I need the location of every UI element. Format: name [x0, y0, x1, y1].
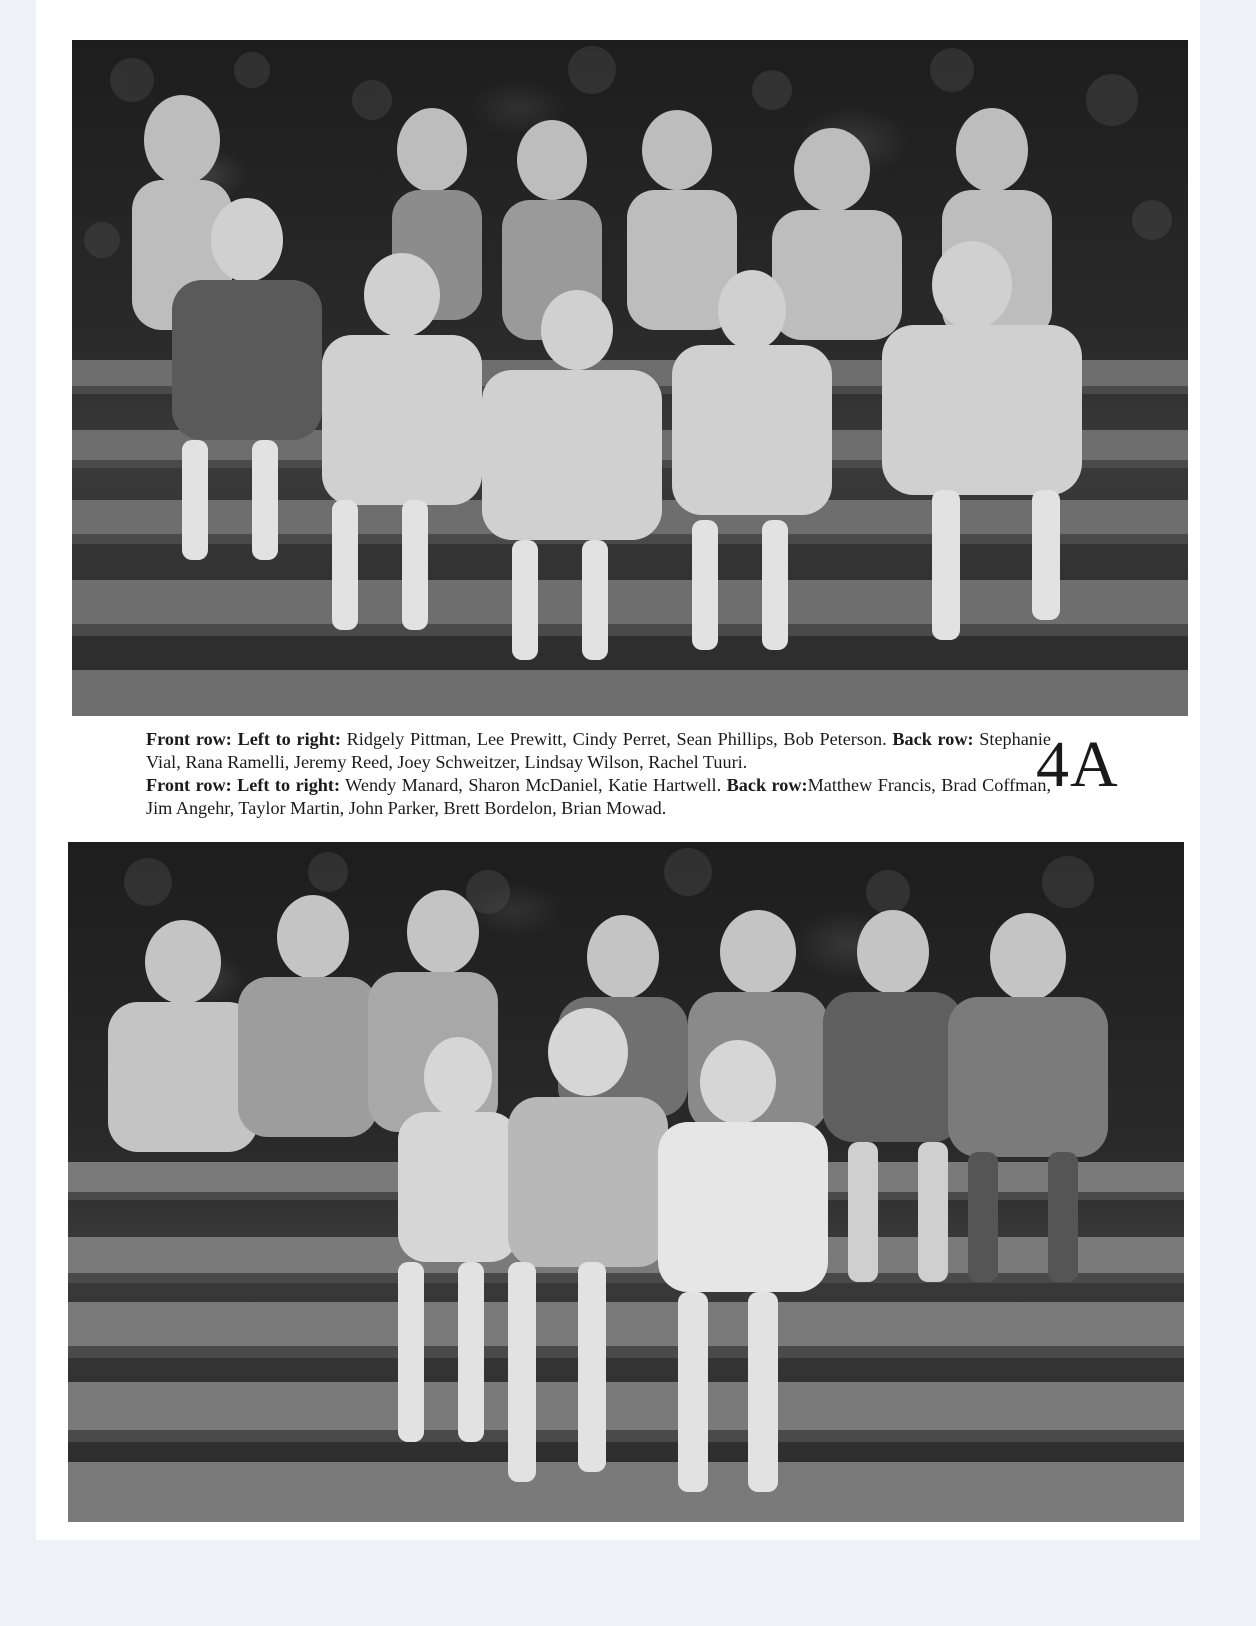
caption-bottom	[146, 774, 1051, 820]
photo-caption	[146, 728, 1051, 820]
yearbook-page	[36, 0, 1200, 1540]
caption-top-front-names: Ridgely Pittman, Lee Prewitt, Cindy Perret, Sean Phillips, Bob Peterson.	[340, 729, 893, 749]
caption-bottom-back-label: Back row:	[726, 775, 808, 795]
caption-top-back-names: Stephanie Vial, Rana Ramelli, Jeremy Reed, Joey Schweitzer, Lindsay Wilson, Rachel Tuuri.	[146, 729, 1052, 772]
caption-bottom-front-names: Wendy Manard, Sharon McDaniel, Katie Hartwell.	[340, 775, 727, 795]
class-photo-top	[72, 40, 1188, 716]
caption-bottom-back-names: Matthew Francis, Brad Coffman, Jim Angehr, Taylor Martin, John Parker, Brett Bordelon, Brian Mowad.	[146, 775, 1052, 818]
caption-top-back-label: Back row:	[892, 729, 974, 749]
class-photo-bottom	[68, 842, 1184, 1522]
caption-top-front-label: Front row: Left to right:	[146, 729, 341, 749]
page-label: 4A	[1036, 728, 1119, 801]
photo-scene-top	[72, 40, 1188, 716]
caption-bottom-front-label: Front row: Left to right:	[146, 775, 341, 795]
caption-top	[146, 728, 1051, 774]
photo-scene-bottom	[68, 842, 1184, 1522]
